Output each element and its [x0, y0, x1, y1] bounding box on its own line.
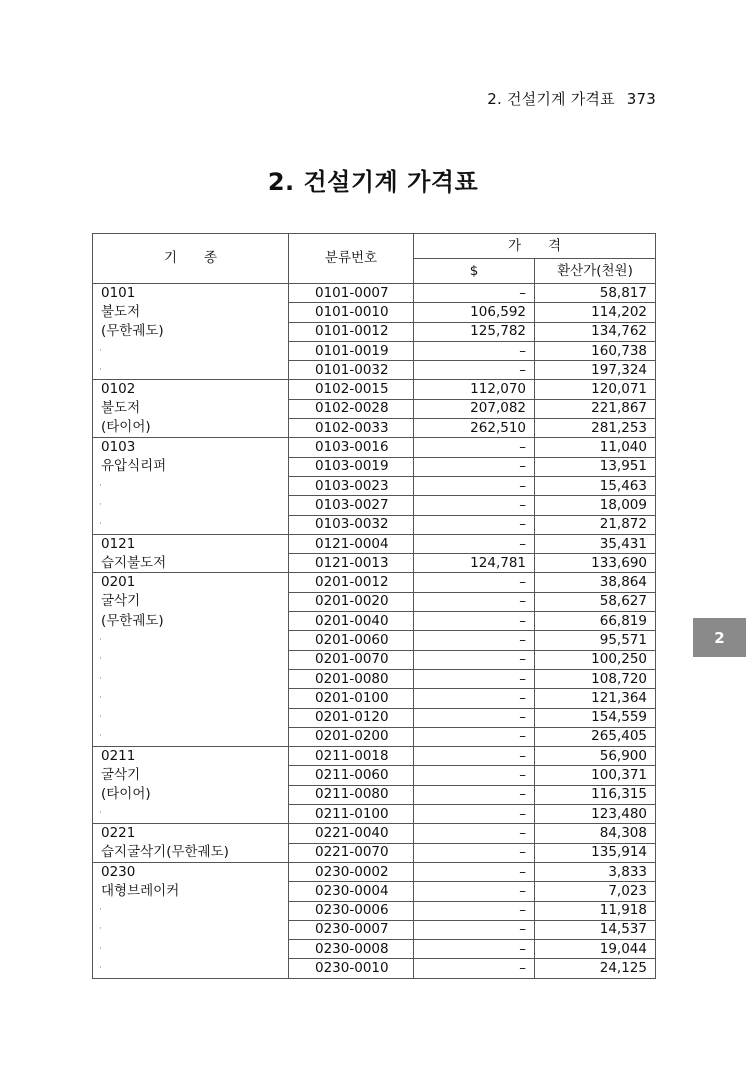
- price-krw-thousand: 134,762: [535, 322, 656, 341]
- price-usd: –: [414, 882, 535, 901]
- price-usd: –: [414, 534, 535, 553]
- table-row: [93, 631, 656, 650]
- machine-kind-label: 0230: [93, 862, 289, 881]
- classification-code: 0221-0040: [289, 824, 414, 843]
- price-krw-thousand: 66,819: [535, 612, 656, 631]
- price-krw-thousand: 265,405: [535, 727, 656, 746]
- price-krw-thousand: 56,900: [535, 747, 656, 766]
- header-price: 가 격: [414, 234, 656, 259]
- price-usd: –: [414, 284, 535, 303]
- price-usd: 112,070: [414, 380, 535, 399]
- price-krw-thousand: 114,202: [535, 303, 656, 322]
- running-title: 2. 건설기계 가격표: [487, 90, 615, 108]
- machine-kind-label: (타이어): [93, 785, 289, 804]
- price-usd: –: [414, 515, 535, 534]
- price-usd: –: [414, 438, 535, 457]
- table-row: [93, 515, 656, 534]
- classification-code: 0201-0100: [289, 689, 414, 708]
- classification-code: 0230-0010: [289, 959, 414, 978]
- price-krw-thousand: 3,833: [535, 862, 656, 881]
- price-krw-thousand: 35,431: [535, 534, 656, 553]
- classification-code: 0201-0060: [289, 631, 414, 650]
- price-usd: –: [414, 843, 535, 862]
- price-krw-thousand: 38,864: [535, 573, 656, 592]
- classification-code: 0201-0200: [289, 727, 414, 746]
- machine-kind-label: 0101: [93, 284, 289, 303]
- table-row: [93, 805, 656, 824]
- machine-kind-label: ·: [93, 476, 289, 495]
- machine-kind-label: 0121: [93, 534, 289, 553]
- classification-code: 0101-0010: [289, 303, 414, 322]
- classification-code: 0121-0004: [289, 534, 414, 553]
- table-row: [93, 322, 656, 341]
- table-row: [93, 747, 656, 766]
- machine-kind-label: ·: [93, 689, 289, 708]
- machine-kind-label: (무한궤도): [93, 612, 289, 631]
- machine-kind-label: 굴삭기: [93, 592, 289, 611]
- machine-kind-label: 유압식리퍼: [93, 457, 289, 476]
- table-row: [93, 496, 656, 515]
- machine-kind-label: 대형브레이커: [93, 882, 289, 901]
- table-row: [93, 843, 656, 862]
- price-krw-thousand: 154,559: [535, 708, 656, 727]
- table-row: [93, 920, 656, 939]
- price-krw-thousand: 19,044: [535, 940, 656, 959]
- price-krw-thousand: 100,371: [535, 766, 656, 785]
- price-usd: –: [414, 457, 535, 476]
- price-krw-thousand: 84,308: [535, 824, 656, 843]
- price-usd: –: [414, 824, 535, 843]
- price-krw-thousand: 133,690: [535, 554, 656, 573]
- price-usd: –: [414, 747, 535, 766]
- header-code: 분류번호: [289, 234, 414, 284]
- machine-kind-label: ·: [93, 631, 289, 650]
- classification-code: 0201-0120: [289, 708, 414, 727]
- classification-code: 0103-0023: [289, 476, 414, 495]
- classification-code: 0211-0100: [289, 805, 414, 824]
- table-row: [93, 824, 656, 843]
- price-usd: –: [414, 496, 535, 515]
- machine-kind-label: 불도저: [93, 399, 289, 418]
- machine-kind-label: 0221: [93, 824, 289, 843]
- classification-code: 0211-0080: [289, 785, 414, 804]
- classification-code: 0121-0013: [289, 554, 414, 573]
- classification-code: 0103-0027: [289, 496, 414, 515]
- price-krw-thousand: 197,324: [535, 361, 656, 380]
- machine-kind-label: 0211: [93, 747, 289, 766]
- price-krw-thousand: 21,872: [535, 515, 656, 534]
- price-krw-thousand: 116,315: [535, 785, 656, 804]
- price-usd: –: [414, 766, 535, 785]
- table-row: [93, 592, 656, 611]
- table-row: [93, 554, 656, 573]
- classification-code: 0101-0032: [289, 361, 414, 380]
- table-row: [93, 862, 656, 881]
- machine-kind-label: ·: [93, 361, 289, 380]
- price-usd: –: [414, 476, 535, 495]
- price-krw-thousand: 95,571: [535, 631, 656, 650]
- classification-code: 0103-0016: [289, 438, 414, 457]
- classification-code: 0201-0080: [289, 669, 414, 688]
- table-row: [93, 669, 656, 688]
- price-krw-thousand: 160,738: [535, 341, 656, 360]
- table-row: [93, 785, 656, 804]
- price-usd: –: [414, 361, 535, 380]
- classification-code: 0102-0028: [289, 399, 414, 418]
- machine-kind-label: ·: [93, 496, 289, 515]
- table-row: [93, 708, 656, 727]
- classification-code: 0102-0033: [289, 419, 414, 438]
- price-krw-thousand: 24,125: [535, 959, 656, 978]
- header-kind: 기 종: [93, 234, 289, 284]
- price-usd: 262,510: [414, 419, 535, 438]
- table-row: [93, 573, 656, 592]
- classification-code: 0101-0019: [289, 341, 414, 360]
- price-usd: –: [414, 959, 535, 978]
- machine-kind-label: ·: [93, 650, 289, 669]
- classification-code: 0230-0002: [289, 862, 414, 881]
- classification-code: 0211-0060: [289, 766, 414, 785]
- machine-kind-label: 0201: [93, 573, 289, 592]
- table-row: [93, 882, 656, 901]
- price-table: [92, 233, 656, 979]
- price-usd: –: [414, 689, 535, 708]
- machine-kind-label: ·: [93, 727, 289, 746]
- classification-code: 0201-0070: [289, 650, 414, 669]
- table-row: [93, 650, 656, 669]
- running-header: [487, 88, 656, 109]
- classification-code: 0230-0008: [289, 940, 414, 959]
- machine-kind-label: 습지불도저: [93, 554, 289, 573]
- machine-kind-label: 습지굴삭기(무한궤도): [93, 843, 289, 862]
- price-krw-thousand: 11,040: [535, 438, 656, 457]
- price-krw-thousand: 221,867: [535, 399, 656, 418]
- price-usd: –: [414, 708, 535, 727]
- price-krw-thousand: 135,914: [535, 843, 656, 862]
- classification-code: 0211-0018: [289, 747, 414, 766]
- table-row: [93, 959, 656, 978]
- table-row: [93, 361, 656, 380]
- machine-kind-label: ·: [93, 959, 289, 978]
- classification-code: 0230-0007: [289, 920, 414, 939]
- price-krw-thousand: 108,720: [535, 669, 656, 688]
- price-usd: 106,592: [414, 303, 535, 322]
- table-row: [93, 419, 656, 438]
- price-usd: –: [414, 920, 535, 939]
- machine-kind-label: ·: [93, 341, 289, 360]
- price-usd: –: [414, 940, 535, 959]
- header-usd: $: [414, 259, 535, 284]
- classification-code: 0230-0004: [289, 882, 414, 901]
- machine-kind-label: (무한궤도): [93, 322, 289, 341]
- price-krw-thousand: 281,253: [535, 419, 656, 438]
- price-usd: –: [414, 862, 535, 881]
- machine-kind-label: ·: [93, 805, 289, 824]
- page-number: 373: [626, 90, 656, 108]
- price-usd: –: [414, 727, 535, 746]
- price-krw-thousand: 100,250: [535, 650, 656, 669]
- machine-kind-label: ·: [93, 515, 289, 534]
- table-row: [93, 438, 656, 457]
- table-row: [93, 901, 656, 920]
- table-row: [93, 303, 656, 322]
- table-row: [93, 612, 656, 631]
- table-row: [93, 476, 656, 495]
- machine-kind-label: 0102: [93, 380, 289, 399]
- price-krw-thousand: 15,463: [535, 476, 656, 495]
- table-row: [93, 457, 656, 476]
- price-usd: –: [414, 669, 535, 688]
- price-usd: –: [414, 631, 535, 650]
- table-row: [93, 727, 656, 746]
- price-krw-thousand: 13,951: [535, 457, 656, 476]
- classification-code: 0230-0006: [289, 901, 414, 920]
- classification-code: 0101-0012: [289, 322, 414, 341]
- classification-code: 0201-0020: [289, 592, 414, 611]
- classification-code: 0102-0015: [289, 380, 414, 399]
- price-krw-thousand: 11,918: [535, 901, 656, 920]
- table-row: [93, 766, 656, 785]
- table-body: [93, 284, 656, 979]
- price-usd: 124,781: [414, 554, 535, 573]
- table-row: [93, 341, 656, 360]
- price-usd: –: [414, 901, 535, 920]
- price-usd: –: [414, 341, 535, 360]
- machine-kind-label: ·: [93, 901, 289, 920]
- price-usd: –: [414, 650, 535, 669]
- classification-code: 0201-0040: [289, 612, 414, 631]
- classification-code: 0101-0007: [289, 284, 414, 303]
- table-row: [93, 940, 656, 959]
- machine-kind-label: 0103: [93, 438, 289, 457]
- price-usd: 125,782: [414, 322, 535, 341]
- price-krw-thousand: 58,627: [535, 592, 656, 611]
- machine-kind-label: ·: [93, 669, 289, 688]
- price-krw-thousand: 121,364: [535, 689, 656, 708]
- classification-code: 0103-0032: [289, 515, 414, 534]
- classification-code: 0201-0012: [289, 573, 414, 592]
- price-usd: –: [414, 805, 535, 824]
- price-krw-thousand: 7,023: [535, 882, 656, 901]
- machine-kind-label: ·: [93, 920, 289, 939]
- price-usd: 207,082: [414, 399, 535, 418]
- table-row: [93, 284, 656, 303]
- machine-kind-label: (타이어): [93, 419, 289, 438]
- table-row: [93, 399, 656, 418]
- page-title: 2. 건설기계 가격표: [267, 168, 479, 196]
- classification-code: 0221-0070: [289, 843, 414, 862]
- table-row: [93, 534, 656, 553]
- price-krw-thousand: 14,537: [535, 920, 656, 939]
- price-krw-thousand: 58,817: [535, 284, 656, 303]
- machine-kind-label: ·: [93, 940, 289, 959]
- table-row: [93, 380, 656, 399]
- table-row: [93, 689, 656, 708]
- machine-kind-label: 굴삭기: [93, 766, 289, 785]
- price-krw-thousand: 123,480: [535, 805, 656, 824]
- classification-code: 0103-0019: [289, 457, 414, 476]
- header-won: 환산가(천원): [535, 259, 656, 284]
- price-krw-thousand: 120,071: [535, 380, 656, 399]
- price-usd: –: [414, 785, 535, 804]
- price-krw-thousand: 18,009: [535, 496, 656, 515]
- price-usd: –: [414, 573, 535, 592]
- machine-kind-label: ·: [93, 708, 289, 727]
- price-usd: –: [414, 592, 535, 611]
- machine-kind-label: 불도저: [93, 303, 289, 322]
- chapter-tab: 2: [693, 618, 746, 657]
- price-usd: –: [414, 612, 535, 631]
